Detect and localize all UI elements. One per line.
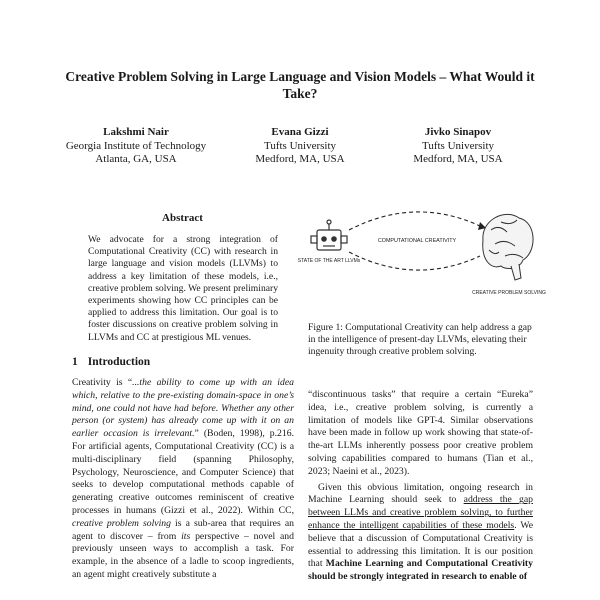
author-location: Medford, MA, USA <box>413 153 503 165</box>
author-location: Atlanta, GA, USA <box>95 153 177 165</box>
right-column <box>308 389 533 587</box>
text-run: is a sub-area that requires an agent to discover – from <box>72 517 294 542</box>
left-column <box>72 377 294 585</box>
author-affiliation: Tufts University <box>421 139 495 152</box>
dashed-arrow-top <box>349 212 480 230</box>
section-number: 1 <box>72 356 78 368</box>
emphasis-text: creative problem solving <box>72 517 171 529</box>
author-affiliation: Georgia Institute of Technology <box>65 139 207 152</box>
text-run: Creativity is “ <box>72 377 133 388</box>
text-run: perspective – novel and previously unseen ways to accomplish a task. For example, in the absence of a ladle to scoop ingredients, an agent might creatively substitute a <box>72 530 294 580</box>
robot-icon <box>311 220 347 250</box>
author-affiliation: Tufts University <box>263 139 337 152</box>
figure-1 <box>297 200 546 318</box>
bold-text: Machine Learning and Computational Creativity should be strongly integrated in research to enable of <box>308 558 533 583</box>
figure-label-left: STATE OF THE ART LLVMs <box>297 258 361 264</box>
author-name: Jivko Sinapov <box>424 126 492 138</box>
section-title: Introduction <box>87 356 151 368</box>
figure-caption: Figure 1: Computational Creativity can help address a gap in the intelligence of present-day LLVMs, elevating their ingenuity through creative problem solving. <box>308 322 532 358</box>
author-location: Medford, MA, USA <box>255 153 345 165</box>
abstract-text: We advocate for a strong integration of Computational Creativity (CC) with research in large language and vision models (LLVMs) to address a key limitation of these models, i.e., creative problem solving. We present preliminary experiments showing how CC principles can be applied to address this limitation. Our goal is to foster discussions on creative problem solving in LLVMs and CC at prestigious ML venues. <box>88 234 278 343</box>
text-run: Given this obvious limitation, ongoing research in Machine Learning should seek to <box>308 481 533 506</box>
abstract-heading: Abstract <box>162 212 203 224</box>
author-name: Lakshmi Nair <box>103 126 169 138</box>
quote-text: ...the ability to come up with an idea which, relative to the pre-existing domain-space in one’s mind, one could not have had before. Whether any other person (or system) has already come up with it on an earlier occasion is irrelevant. <box>72 377 294 440</box>
author-name: Evana Gizzi <box>271 126 329 138</box>
author-2 <box>210 126 390 167</box>
figure-diagram <box>297 200 546 318</box>
paragraph <box>308 482 533 584</box>
author-3 <box>368 126 548 167</box>
emphasis-text: its <box>181 530 191 542</box>
text-run: . We believe that a discussion of Computational Creativity is essential to addressing this limitation. It is our position that <box>308 519 533 570</box>
underlined-text: address the gap between LLMs and creative problem solving, to further enhance the intelligent capabilities of these models <box>308 494 533 531</box>
brain-icon <box>483 214 533 280</box>
figure-label-cc: COMPUTATIONAL CREATIVITY <box>377 238 457 244</box>
paper-title: Creative Problem Solving in Large Language and Vision Models – What Would it Take? <box>65 69 535 101</box>
text-run: ” (Boden, 1998), p.216. For artificial agents, Computational Creativity (CC) is a multi-disciplinary field (spanning Philosophy, Psychology, Neuroscience, and Computer Science) that seeks to develop computational methods capable of generating creative outcomes reminiscent of creative processes in humans (Gizzi et al., 2022). Within CC, <box>72 428 295 516</box>
paragraph <box>72 377 294 582</box>
author-1 <box>46 126 226 167</box>
dashed-arrow-bottom <box>349 252 480 270</box>
section-heading <box>72 356 160 368</box>
paragraph: “discontinuous tasks” that require a certain “Eureka” idea, i.e., creative problem solving, is currently a limitation of models like GPT-4. Similar observations have been made in follow up work showing that state-of-the-art LLMs inherently possess poor creative problem solving capabilities compared to humans (Tian et al., 2023; Naeini et al., 2023). <box>308 389 533 477</box>
figure-label-right: CREATIVE PROBLEM SOLVING <box>472 290 546 296</box>
